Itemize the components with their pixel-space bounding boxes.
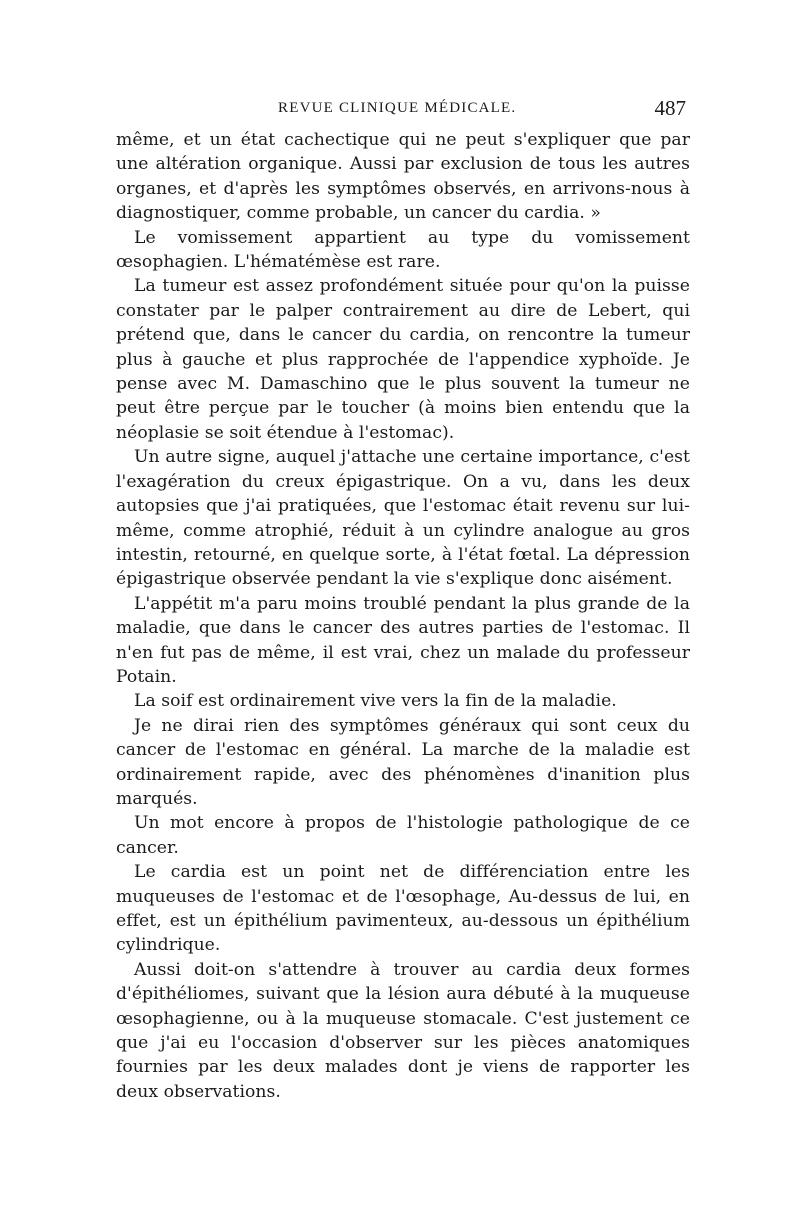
- paragraph-8: Un mot encore à propos de l'histologie pathologique de ce cancer.: [116, 813, 690, 858]
- paragraph-10: Aussi doit-on s'attendre à trouver au cardia deux formes d'épithéliomes, suivant que la lésion aura débuté à la muqueuse œsophagienne, ou à la muqueuse stomacale. C'est justement ce que j'ai eu l'occasion d'observer sur les pièces anatomiques fournies par les deux malades dont je viens de rapporter les deux observations.: [116, 959, 690, 1102]
- paragraph-6: La soif est ordinairement vive vers la fin de la maladie.: [134, 691, 617, 712]
- page-number: 487: [654, 96, 686, 120]
- paragraph-2: Le vomissement appartient au type du vomissement œsophagien. L'hématémèse est rare.: [116, 227, 690, 273]
- paragraph-3: La tumeur est assez profondément située pour qu'on la puisse constater par le palper contrairement au dire de Lebert, qui prétend que, dans le cancer du cardia, on rencontre la tumeur plus à gauche et plus rapprochée de l'appendice xyphoïde. Je pense avec M. Damaschino que le plus souvent la tumeur ne peut être perçue par le toucher (à moins bien entendu que la néoplasie se soit étendue à l'estomac).: [116, 276, 690, 443]
- paragraph-1: même, et un état cachectique qui ne peut s'expliquer que par une altération organique. Aussi par exclusion de tous les autres organes, et d'après les symptômes observés, en arrivons-nous à diagnostiquer, comme probable, un cancer du cardia. »: [116, 130, 690, 224]
- body-text: [116, 128, 690, 1104]
- paragraph-4: Un autre signe, auquel j'attache une certaine importance, c'est l'exagération du creux épigastrique. On a vu, dans les deux autopsies que j'ai pratiquées, que l'estomac était revenu sur lui-même, comme atrophié, réduit à un cylindre analogue au gros intestin, retourné, en quelque sorte, à l'état fœtal. La dépression épigastrique observée pendant la vie s'explique donc aisément.: [116, 447, 690, 590]
- paragraph-9: Le cardia est un point net de différenciation entre les muqueuses de l'estomac et de l'œsophage, Au-dessus de lui, en effet, est un épithélium pavimenteux, au-dessous un épithélium cylindrique.: [116, 862, 690, 956]
- paragraph-7: Je ne dirai rien des symptômes généraux qui sont ceux du cancer de l'estomac en général. La marche de la maladie est ordinairement rapide, avec des phénomènes d'inanition plus marqués.: [116, 715, 690, 809]
- paragraph-5: L'appétit m'a paru moins troublé pendant la plus grande de la maladie, que dans le cancer des autres parties de l'estomac. Il n'en fut pas de même, il est vrai, chez un malade du professeur Potain.: [116, 593, 690, 687]
- running-head: [118, 96, 686, 124]
- running-title: REVUE CLINIQUE MÉDICALE.: [278, 100, 517, 116]
